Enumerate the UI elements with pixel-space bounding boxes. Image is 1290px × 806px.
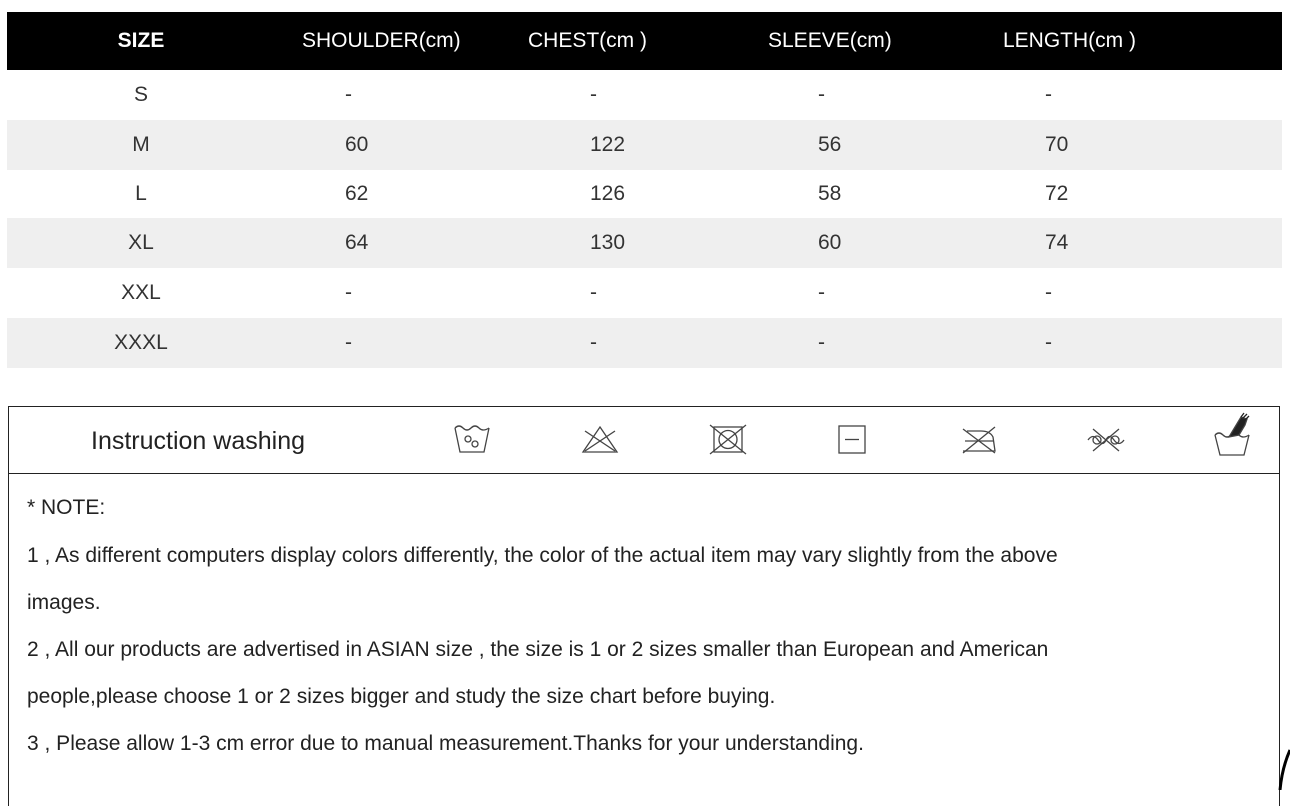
do-not-iron-icon [957,419,999,459]
cell-chest: - [590,83,597,106]
header-sleeve: SLEEVE(cm) [768,29,892,52]
cell-size: S [133,83,148,106]
table-header [7,12,1282,70]
cell-size: XL [128,231,154,254]
machine-wash-icon [451,419,493,459]
cell-size: XXXL [114,331,168,354]
note-line-3: 3 , Please allow 1-3 cm error due to manual measurement.Thanks for your understanding. [27,732,864,755]
corner-stroke [1270,740,1290,790]
cell-shoulder: - [345,83,352,106]
cell-length: - [1045,281,1052,304]
dry-flat-icon [831,419,873,459]
washing-title: Instruction washing [91,427,306,455]
note-heading: * NOTE: [27,496,106,519]
cell-shoulder: 62 [345,182,369,205]
cell-size: L [135,182,147,205]
cell-chest: 122 [590,133,626,156]
cell-size: XXL [121,281,161,304]
table-row-l [7,170,1282,218]
cell-length: 70 [1045,133,1069,156]
cell-shoulder: 60 [345,133,369,156]
header-shoulder: SHOULDER(cm) [302,29,461,52]
hand-wash-icon [1211,411,1253,459]
table-row-xxxl [7,318,1282,368]
cell-sleeve: 58 [818,182,842,205]
table-row-s [7,70,1282,120]
cell-chest: - [590,331,597,354]
note-line-1: 1 , As different computers display colors differently, the color of the actual item may vary slightly from the above [27,544,1058,567]
table-row-xxl [7,268,1282,318]
cell-sleeve: - [818,83,825,106]
table-row-xl [7,218,1282,268]
table-row-m [7,120,1282,170]
cell-chest: 126 [590,182,626,205]
cell-shoulder: - [345,281,352,304]
note-line-2: 2 , All our products are advertised in ASIAN size , the size is 1 or 2 sizes smaller than European and American [27,638,1049,661]
cell-length: - [1045,83,1052,106]
cell-length: 72 [1045,182,1069,205]
info-box [8,406,1280,806]
washing-instructions-row [9,407,1279,474]
do-not-dry-clean-icon [1085,419,1127,459]
cell-chest: - [590,281,597,304]
header-length: LENGTH(cm ) [1003,29,1136,52]
cell-chest: 130 [590,231,626,254]
cell-length: 74 [1045,231,1069,254]
do-not-bleach-icon [579,419,621,459]
size-chart-table [7,12,1282,368]
cell-sleeve: - [818,281,825,304]
notes-section [9,474,1279,767]
cell-shoulder: - [345,331,352,354]
note-line-1-cont: images. [27,591,101,614]
do-not-tumble-dry-icon [707,419,749,459]
header-size: SIZE [117,29,165,52]
note-line-2-cont: people,please choose 1 or 2 sizes bigger and study the size chart before buying. [27,685,776,708]
cell-sleeve: - [818,331,825,354]
cell-sleeve: 60 [818,231,842,254]
cell-size: M [132,133,150,156]
header-chest: CHEST(cm ) [528,29,647,52]
cell-sleeve: 56 [818,133,842,156]
cell-shoulder: 64 [345,231,369,254]
cell-length: - [1045,331,1052,354]
